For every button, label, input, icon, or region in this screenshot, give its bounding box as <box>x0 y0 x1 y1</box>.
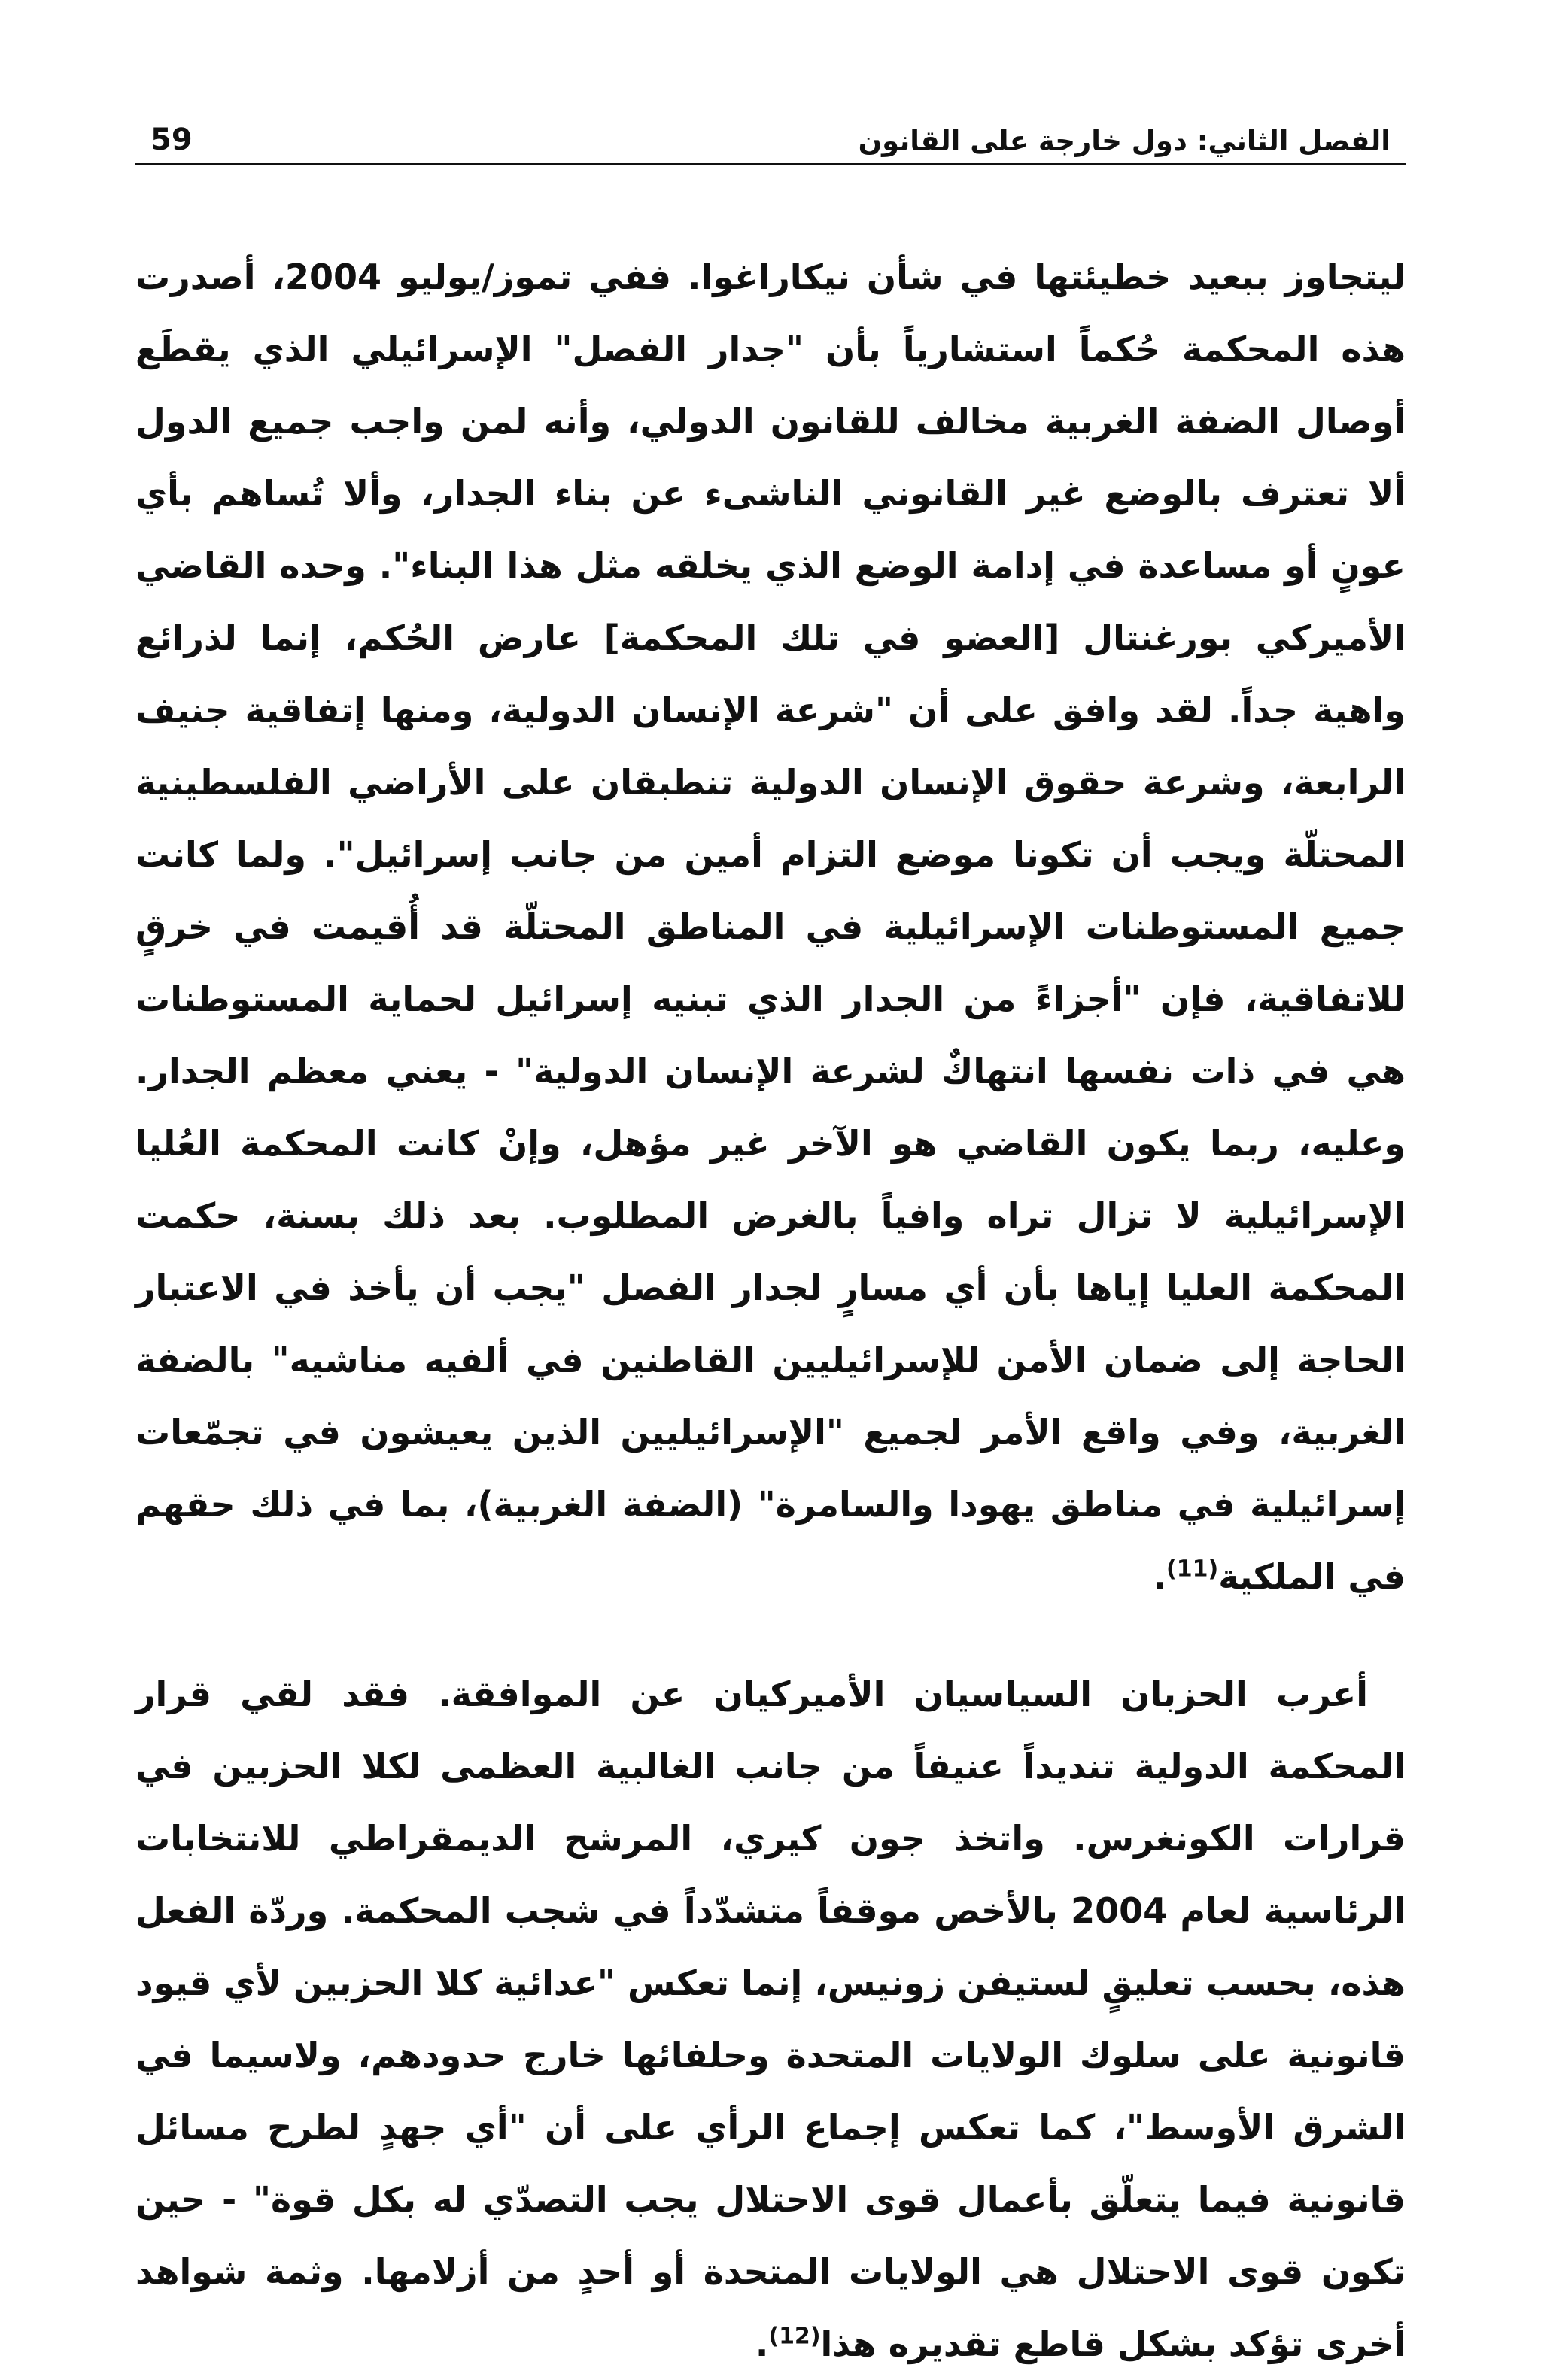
body-text <box>135 241 1406 2380</box>
footnote-marker: (11) <box>1166 1556 1219 1583</box>
paragraph-text: ليتجاوز ببعيد خطيئتها في شأن نيكاراغوا. ففي تموز/يوليو 2004، أصدرت هذه المحكمة حُكماً استشارياً بأن "جدار الفصل" الإسرائيلي الذي يقطَع أوصال الضفة الغربية مخالف للقانون الدولي، وأنه لمن واجب جميع الدول ألا تعترف بالوضع غير القانوني الناشىء عن بناء الجدار، وألا تُساهم بأي عونٍ أو مساعدة في إدامة الوضع الذي يخلقه مثل هذا البناء". وحده القاضي الأميركي بورغنتال [العضو في تلك المحكمة] عارض الحُكم، إنما لذرائع واهية جداً. لقد وافق على أن "شرعة الإنسان الدولية، ومنها إتفاقية جنيف الرابعة، وشرعة حقوق الإنسان الدولية تنطبقان على الأراضي الفلسطينية المحتلّة ويجب أن تكونا موضع التزام أمين من جانب إسرائيل". ولما كانت جميع المستوطنات الإسرائيلية في المناطق المحتلّة قد أُقيمت في خرقٍ للاتفاقية، فإن "أجزاءً من الجدار الذي تبنيه إسرائيل لحماية المستوطنات هي في ذات نفسها انتهاكٌ لشرعة الإنسان الدولية" - يعني معظم الجدار. وعليه، ربما يكون القاضي هو الآخر غير مؤهل، وإنْ كانت المحكمة العُليا الإسرائيلية لا تزال تراه وافياً بالغرض المطلوب. بعد ذلك بسنة، حكمت المحكمة العليا إياها بأن أي مسارٍ لجدار الفصل "يجب أن يأخذ في الاعتبار الحاجة إلى ضمان الأمن للإسرائيليين القاطنين في ألفيه مناشيه" بالضفة الغربية، وفي واقع الأمر لجميع "الإسرائيليين الذين يعيشون في تجمّعات إسرائيلية في مناطق يهودا والسامرة" (الضفة الغربية)، بما في ذلك حقهم في الملكية <box>135 257 1406 1597</box>
paragraph-1 <box>135 241 1406 1613</box>
running-header <box>135 90 1406 165</box>
paragraph-2 <box>135 1658 1406 2380</box>
paragraph-end: . <box>755 2324 769 2364</box>
chapter-title: الفصل الثاني: دول خارجة على القانون <box>858 125 1391 157</box>
paragraph-text: أعرب الحزبان السياسيان الأميركيان عن الموافقة. فقد لقي قرار المحكمة الدولية تنديداً عنيفاً من جانب الغالبية العظمى لكلا الحزبين في قرارات الكونغرس. واتخذ جون كيري، المرشح الديمقراطي للانتخابات الرئاسية لعام 2004 بالأخص موقفاً متشدّداً في شجب المحكمة. وردّة الفعل هذه، بحسب تعليقٍ لستيفن زونيس، إنما تعكس "عدائية كلا الحزبين لأي قيود قانونية على سلوك الولايات المتحدة وحلفائها خارج حدودهم، ولاسيما في الشرق الأوسط"، كما تعكس إجماع الرأي على أن "أي جهدٍ لطرح مسائل قانونية فيما يتعلّق بأعمال قوى الاحتلال يجب التصدّي له بكل قوة" - حين تكون قوى الاحتلال هي الولايات المتحدة أو أحدٍ من أزلامها. وثمة شواهد أخرى تؤكد بشكل قاطع تقديره هذا <box>135 1674 1406 2364</box>
footnote-marker: (12) <box>768 2323 821 2350</box>
page-number: 59 <box>150 123 193 157</box>
paragraph-end: . <box>1153 1556 1167 1597</box>
